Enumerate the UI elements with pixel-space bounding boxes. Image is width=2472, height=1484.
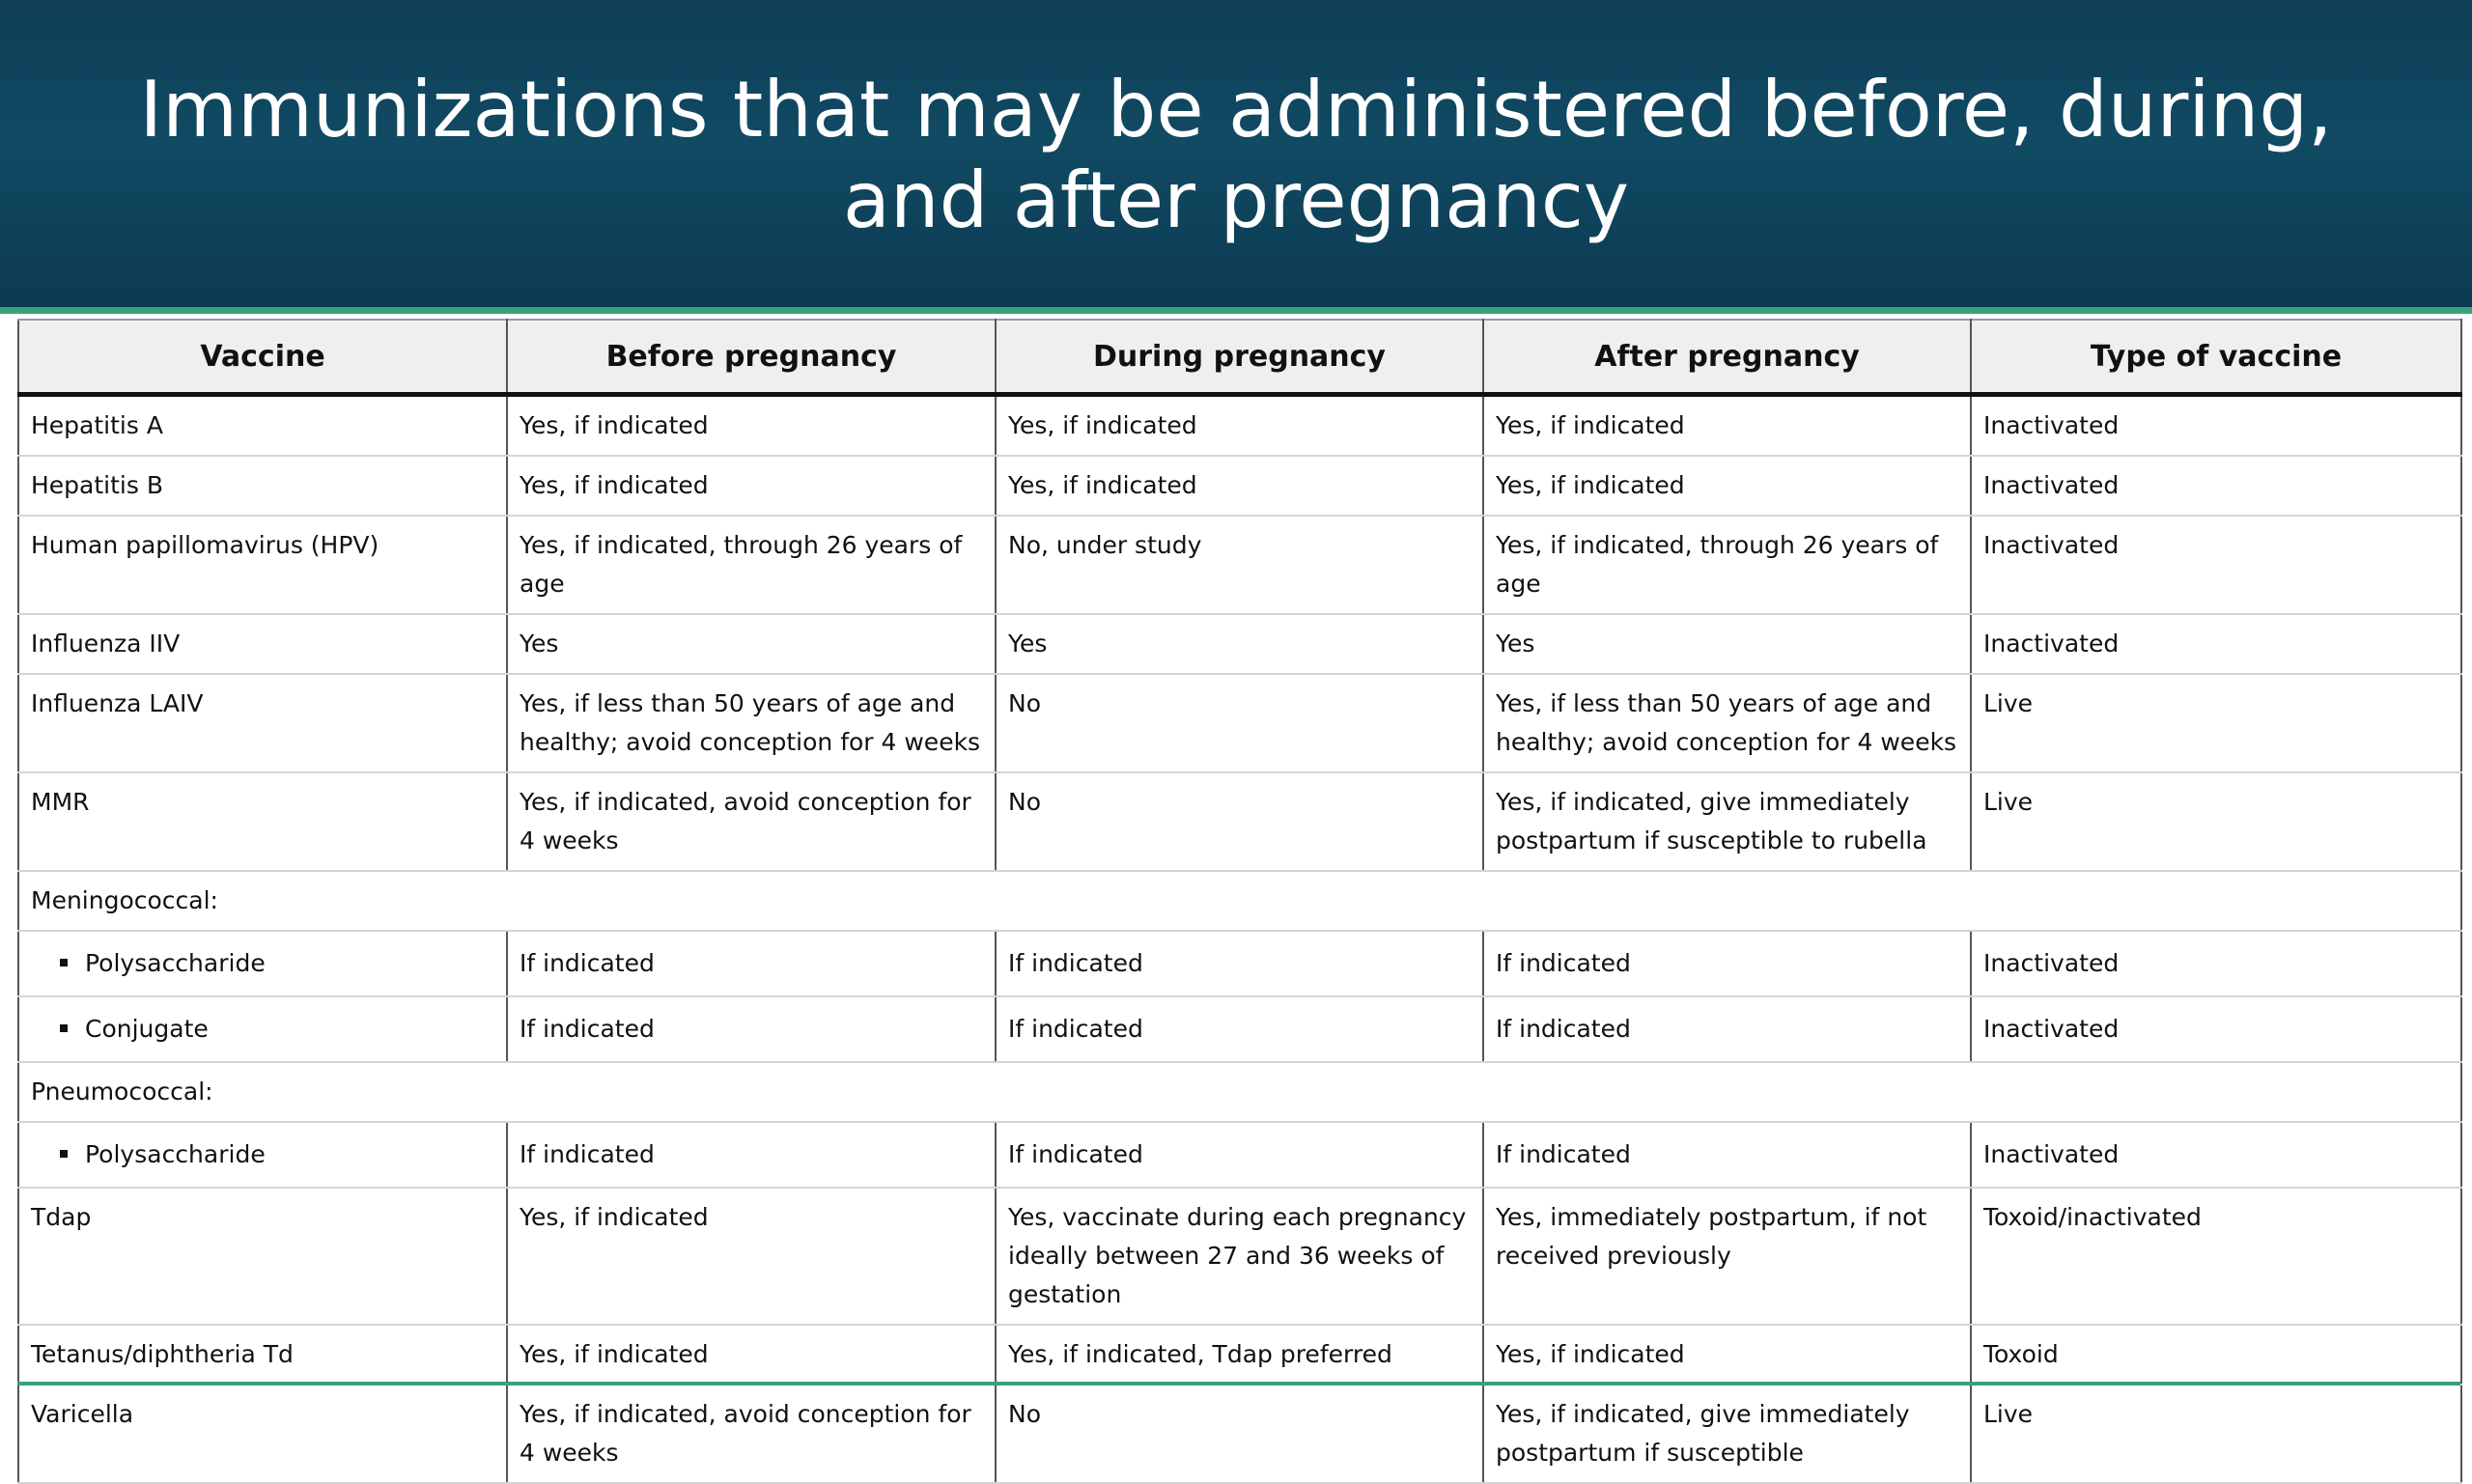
cell-during: No [996,772,1483,871]
cell-before: If indicated [507,931,996,996]
table-group-row [18,871,2461,931]
cell-during: No [996,1385,1483,1483]
cell-during: Yes, if indicated [996,456,1483,516]
table-row [18,614,2461,674]
cell-after: Yes, if indicated [1483,1325,1971,1385]
cell-type: Inactivated [1971,931,2461,996]
table-header-row [18,320,2461,395]
header-during-pregnancy: During pregnancy [996,320,1483,395]
cell-before: Yes, if indicated [507,395,996,457]
cell-before: If indicated [507,1122,996,1188]
cell-before: Yes, if indicated [507,1325,996,1385]
vaccine-table [17,319,2462,1484]
bullet-icon [60,1150,68,1158]
cell-type: Inactivated [1971,1122,2461,1188]
cell-vaccine-label: Polysaccharide [85,1140,266,1168]
vaccine-table-container [17,319,2460,1484]
group-label-pneumococcal: Pneumococcal: [18,1062,2461,1122]
cell-after: If indicated [1483,931,1971,996]
header-vaccine: Vaccine [18,320,507,395]
slide-title: Immunizations that may be administered before, during, and after pregnancy [139,65,2333,245]
cell-after: If indicated [1483,996,1971,1062]
table-row [18,1385,2461,1483]
table-row [18,1122,2461,1188]
table-row [18,456,2461,516]
bullet-icon [60,959,68,966]
cell-type: Live [1971,772,2461,871]
table-row [18,395,2461,457]
cell-vaccine: Varicella [18,1385,507,1483]
cell-type: Inactivated [1971,614,2461,674]
cell-before: If indicated [507,996,996,1062]
cell-after: Yes, if less than 50 years of age and healthy; avoid conception for 4 weeks [1483,674,1971,772]
bullet-icon [60,1024,68,1032]
cell-vaccine [18,931,507,996]
cell-after: Yes [1483,614,1971,674]
cell-during: No, under study [996,516,1483,614]
cell-vaccine-label: Polysaccharide [85,949,266,977]
cell-after: Yes, if indicated, give immediately postpartum if susceptible to rubella [1483,772,1971,871]
cell-vaccine: Human papillomavirus (HPV) [18,516,507,614]
cell-vaccine-label: Conjugate [85,1015,209,1043]
title-banner [0,0,2472,311]
cell-after: Yes, if indicated, through 26 years of age [1483,516,1971,614]
cell-before: Yes [507,614,996,674]
cell-type: Inactivated [1971,456,2461,516]
cell-during: Yes [996,614,1483,674]
cell-before: Yes, if less than 50 years of age and healthy; avoid conception for 4 weeks [507,674,996,772]
cell-vaccine: Influenza IIV [18,614,507,674]
cell-after: If indicated [1483,1122,1971,1188]
cell-type: Inactivated [1971,996,2461,1062]
cell-during: If indicated [996,996,1483,1062]
cell-during: Yes, if indicated [996,395,1483,457]
cell-after: Yes, if indicated [1483,395,1971,457]
table-row [18,674,2461,772]
banner-accent-line [0,307,2472,314]
cell-vaccine [18,996,507,1062]
cell-type: Toxoid [1971,1325,2461,1385]
cell-during: Yes, vaccinate during each pregnancy ideally between 27 and 36 weeks of gestation [996,1188,1483,1325]
cell-during: Yes, if indicated, Tdap preferred [996,1325,1483,1385]
cell-vaccine: MMR [18,772,507,871]
cell-vaccine: Hepatitis B [18,456,507,516]
cell-before: Yes, if indicated, avoid conception for 4 weeks [507,772,996,871]
cell-before: Yes, if indicated, through 26 years of age [507,516,996,614]
cell-before: Yes, if indicated [507,456,996,516]
table-row [18,516,2461,614]
cell-type: Inactivated [1971,395,2461,457]
table-row [18,772,2461,871]
cell-vaccine: Tetanus/diphtheria Td [18,1325,507,1385]
header-before-pregnancy: Before pregnancy [507,320,996,395]
cell-type: Live [1971,674,2461,772]
cell-after: Yes, immediately postpartum, if not received previously [1483,1188,1971,1325]
header-type-of-vaccine: Type of vaccine [1971,320,2461,395]
cell-during: If indicated [996,1122,1483,1188]
bottom-accent-line [17,1382,2460,1386]
cell-vaccine: Hepatitis A [18,395,507,457]
table-row [18,1325,2461,1385]
cell-type: Live [1971,1385,2461,1483]
cell-vaccine: Influenza LAIV [18,674,507,772]
cell-vaccine: Tdap [18,1188,507,1325]
cell-type: Toxoid/inactivated [1971,1188,2461,1325]
header-after-pregnancy: After pregnancy [1483,320,1971,395]
cell-vaccine [18,1122,507,1188]
group-label-meningococcal: Meningococcal: [18,871,2461,931]
cell-type: Inactivated [1971,516,2461,614]
cell-during: No [996,674,1483,772]
cell-before: Yes, if indicated [507,1188,996,1325]
cell-during: If indicated [996,931,1483,996]
cell-after: Yes, if indicated [1483,456,1971,516]
cell-after: Yes, if indicated, give immediately postpartum if susceptible [1483,1385,1971,1483]
table-row [18,1188,2461,1325]
cell-before: Yes, if indicated, avoid conception for 4 weeks [507,1385,996,1483]
table-group-row [18,1062,2461,1122]
table-row [18,996,2461,1062]
table-row [18,931,2461,996]
